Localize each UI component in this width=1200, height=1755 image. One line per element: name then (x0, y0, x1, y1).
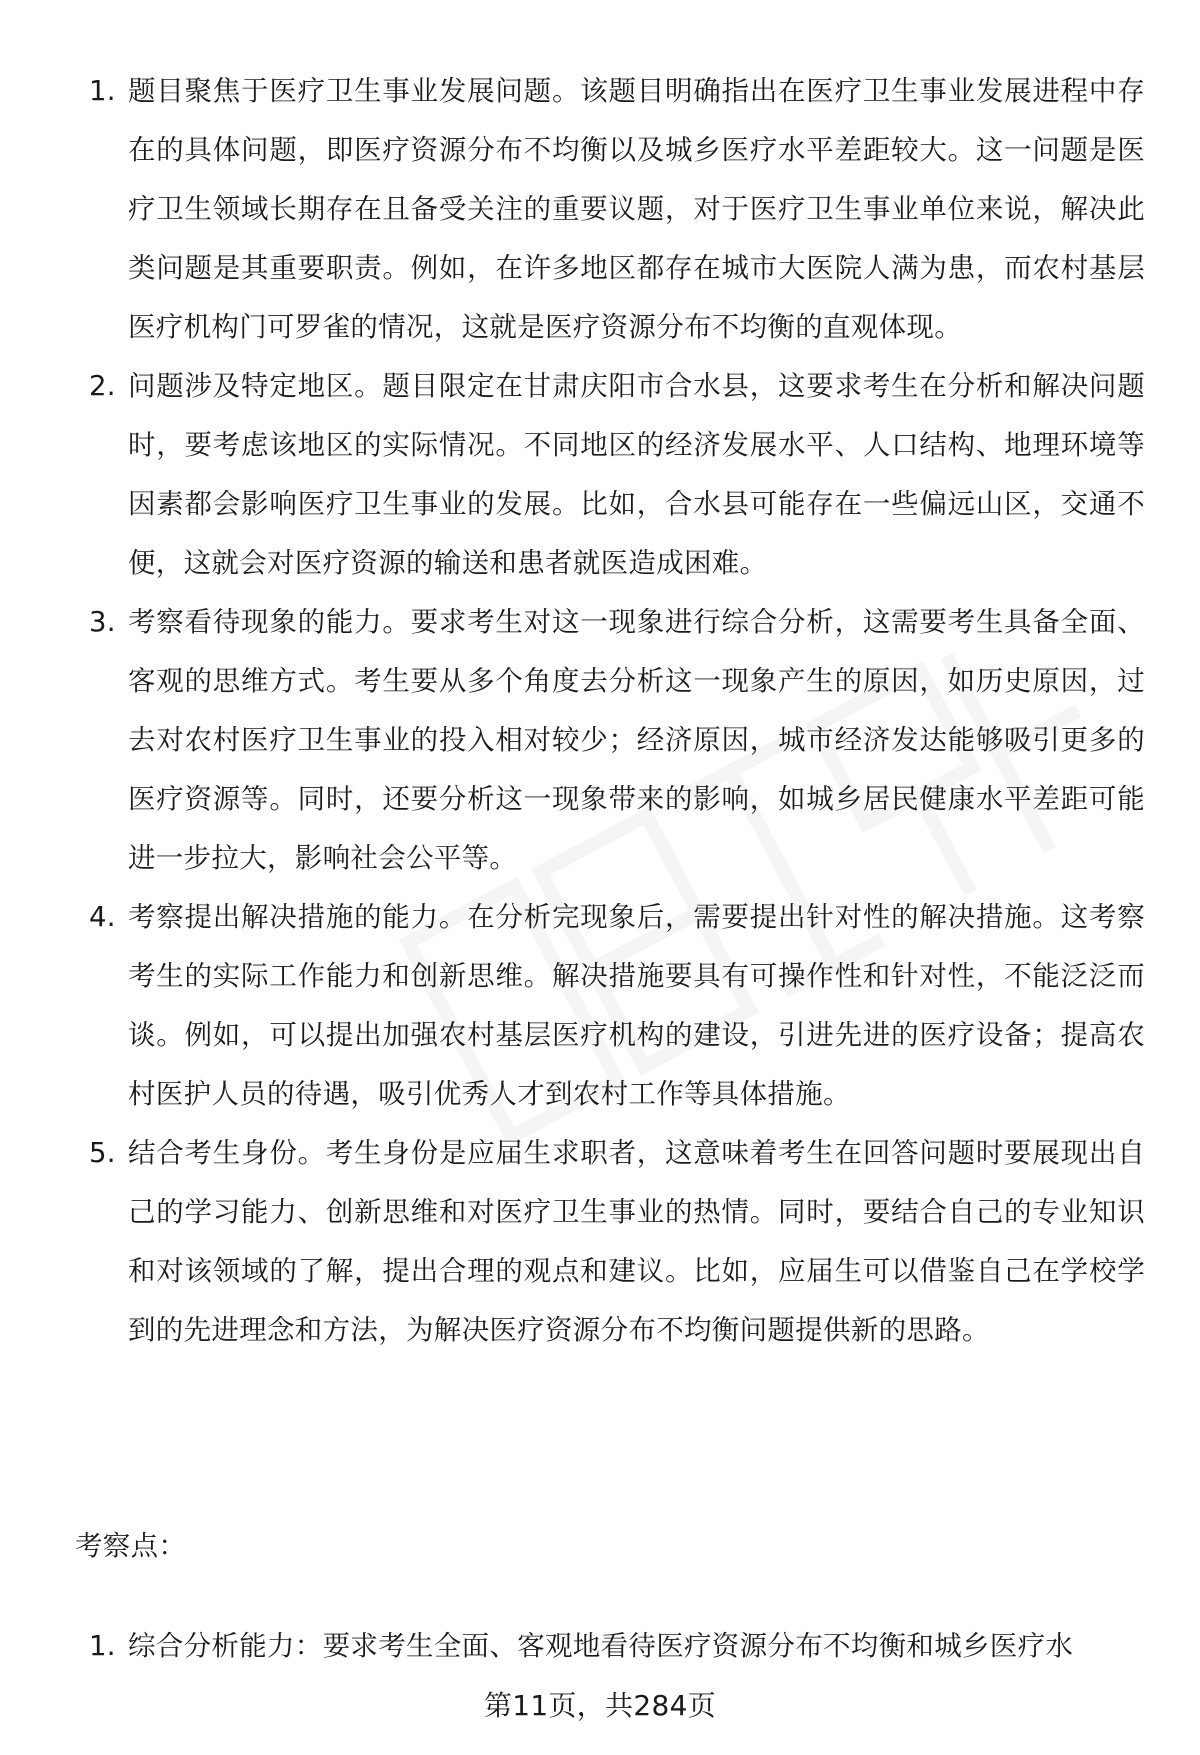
page-number-footer: 第11页，共284页 (483, 1689, 717, 1722)
list-item-number: 1. (89, 1630, 116, 1662)
list-item-number: 4. (89, 901, 116, 933)
list-item (75, 62, 1145, 357)
list-item-text: 问题涉及特定地区。题目限定在甘肃庆阳市合水县，这要求考生在分析和解决问题时，要考虑该地区的实际情况。不同地区的经济发展水平、人口结构、地理环境等因素都会影响医疗卫生事业的发展。比如，合水县可能存在一些偏远山区，交通不便，这就会对医疗资源的输送和患者就医造成困难。 (128, 370, 1145, 579)
list-item (75, 1124, 1145, 1360)
list-item-number: 3. (89, 606, 116, 638)
list-item-number: 5. (89, 1137, 116, 1169)
list-item (75, 357, 1145, 593)
section-title: 考察点： (75, 1530, 187, 1562)
list-item (75, 888, 1145, 1124)
list-item-number: 1. (89, 75, 116, 107)
list-item-text: 考察提出解决措施的能力。在分析完现象后，需要提出针对性的解决措施。这考察考生的实际工作能力和创新思维。解决措施要具有可操作性和针对性，不能泛泛而谈。例如，可以提出加强农村基层医疗机构的建设，引进先进的医疗设备；提高农村医护人员的待遇，吸引优秀人才到农村工作等具体措施。 (128, 901, 1145, 1110)
list-item-text: 结合考生身份。考生身份是应届生求职者，这意味着考生在回答问题时要展现出自己的学习能力、创新思维和对医疗卫生事业的热情。同时，要结合自己的专业知识和对该领域的了解，提出合理的观点和建议。比如，应届生可以借鉴自己在学校学到的先进理念和方法，为解决医疗资源分布不均衡问题提供新的思路。 (128, 1137, 1145, 1346)
list-item-text: 综合分析能力：要求考生全面、客观地看待医疗资源分布不均衡和城乡医疗水 (128, 1630, 1074, 1662)
list-item-text: 考察看待现象的能力。要求考生对这一现象进行综合分析，这需要考生具备全面、客观的思维方式。考生要从多个角度去分析这一现象产生的原因，如历史原因，过去对农村医疗卫生事业的投入相对较少；经济原因，城市经济发达能够吸引更多的医疗资源等。同时，还要分析这一现象带来的影响，如城乡居民健康水平差距可能进一步拉大，影响社会公平等。 (128, 606, 1145, 874)
list-item-text: 题目聚焦于医疗卫生事业发展问题。该题目明确指出在医疗卫生事业发展进程中存在的具体问题，即医疗资源分布不均衡以及城乡医疗水平差距较大。这一问题是医疗卫生领域长期存在且备受关注的重要议题，对于医疗卫生事业单位来说，解决此类问题是其重要职责。例如，在许多地区都存在城市大医院人满为患，而农村基层医疗机构门可罗雀的情况，这就是医疗资源分布不均衡的直观体现。 (128, 75, 1145, 343)
list-item (75, 1617, 1145, 1676)
list-item-number: 2. (89, 370, 116, 402)
analysis-list (75, 62, 1145, 1360)
assessment-points-list (75, 1617, 1145, 1676)
list-item (75, 593, 1145, 888)
